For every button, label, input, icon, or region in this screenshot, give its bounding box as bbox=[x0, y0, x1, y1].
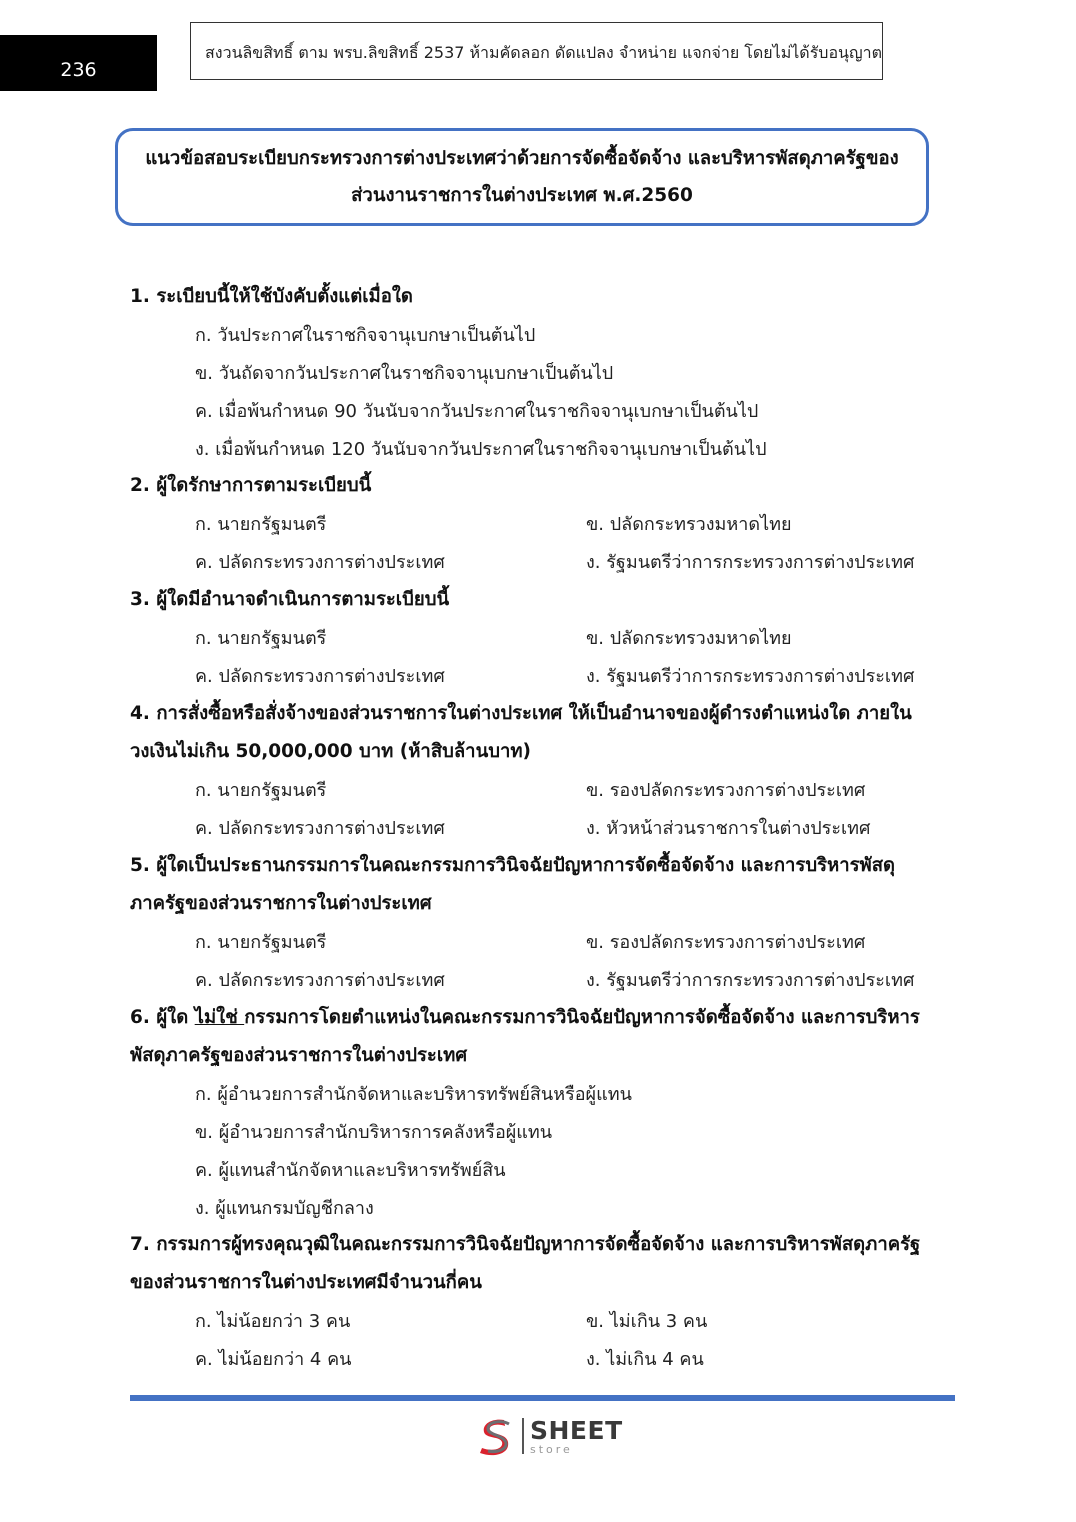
question-6 bbox=[130, 1003, 920, 1032]
q1-option-c: ค. เมื่อพ้นกำหนด 90 วันนับจากวันประกาศในราชกิจจานุเบกษาเป็นต้นไป bbox=[195, 401, 759, 422]
question-6-rest: กรรมการโดยตำแหน่งในคณะกรรมการวินิจฉัยปัญหาการจัดซื้อจัดจ้าง และการบริหาร bbox=[244, 1007, 920, 1028]
q5-option-a: ก. นายกรัฐมนตรี bbox=[195, 932, 327, 953]
q1-option-d: ง. เมื่อพ้นกำหนด 120 วันนับจากวันประกาศในราชกิจจานุเบกษาเป็นต้นไป bbox=[195, 439, 767, 460]
logo-sub-text: store bbox=[530, 1442, 573, 1456]
q6-option-b: ข. ผู้อำนวยการสำนักบริหารการคลังหรือผู้แทน bbox=[195, 1122, 553, 1143]
page-title bbox=[115, 128, 929, 226]
footer-divider bbox=[130, 1395, 955, 1401]
q2-option-d: ง. รัฐมนตรีว่าการกระทรวงการต่างประเทศ bbox=[586, 552, 915, 573]
question-7: 7. กรรมการผู้ทรงคุณวุฒิในคณะกรรมการวินิจฉัยปัญหาการจัดซื้อจัดจ้าง และการบริหารพัสดุภาครัฐ bbox=[130, 1234, 921, 1255]
question-6-cont: พัสดุภาครัฐของส่วนราชการในต่างประเทศ bbox=[130, 1045, 468, 1066]
q2-option-c: ค. ปลัดกระทรวงการต่างประเทศ bbox=[195, 552, 445, 573]
q5-option-d: ง. รัฐมนตรีว่าการกระทรวงการต่างประเทศ bbox=[586, 970, 915, 991]
question-4-cont: วงเงินไม่เกิน 50,000,000 บาท (ห้าสิบล้านบาท) bbox=[130, 741, 532, 762]
q4-option-c: ค. ปลัดกระทรวงการต่างประเทศ bbox=[195, 818, 445, 839]
q5-option-b: ข. รองปลัดกระทรวงการต่างประเทศ bbox=[586, 932, 866, 953]
title-line-1: แนวข้อสอบระเบียบกระทรวงการต่างประเทศว่าด้วยการจัดซื้อจัดจ้าง และบริหารพัสดุภาครัฐของ bbox=[145, 148, 899, 169]
question-4: 4. การสั่งซื้อหรือสั่งจ้างของส่วนราชการในต่างประเทศ ให้เป็นอำนาจของผู้ดำรงตำแหน่งใด ภายใน bbox=[130, 703, 912, 724]
q2-option-a: ก. นายกรัฐมนตรี bbox=[195, 514, 327, 535]
question-3: 3. ผู้ใดมีอำนาจดำเนินการตามระเบียบนี้ bbox=[130, 589, 450, 610]
question-5: 5. ผู้ใดเป็นประธานกรรมการในคณะกรรมการวินิจฉัยปัญหาการจัดซื้อจัดจ้าง และการบริหารพัสดุ bbox=[130, 855, 896, 876]
question-2: 2. ผู้ใดรักษาการตามระเบียบนี้ bbox=[130, 475, 372, 496]
q6-option-d: ง. ผู้แทนกรมบัญชีกลาง bbox=[195, 1198, 374, 1219]
question-6-prefix: 6. ผู้ใด bbox=[130, 1007, 195, 1028]
logo-wordmark bbox=[530, 1415, 623, 1456]
q3-option-c: ค. ปลัดกระทรวงการต่างประเทศ bbox=[195, 666, 445, 687]
q6-option-c: ค. ผู้แทนสำนักจัดหาและบริหารทรัพย์สิน bbox=[195, 1160, 506, 1181]
q2-option-b: ข. ปลัดกระทรวงมหาดไทย bbox=[586, 514, 792, 535]
title-line-2: ส่วนงานราชการในต่างประเทศ พ.ศ.2560 bbox=[351, 185, 693, 206]
q7-option-a: ก. ไม่น้อยกว่า 3 คน bbox=[195, 1311, 351, 1332]
copyright-notice: สงวนลิขสิทธิ์ ตาม พรบ.ลิขสิทธิ์ 2537 ห้ามคัดลอก ดัดแปลง จำหน่าย แจกจ่าย โดยไม่ได้รับอนุญาต bbox=[190, 22, 883, 80]
q7-option-c: ค. ไม่น้อยกว่า 4 คน bbox=[195, 1349, 352, 1370]
q4-option-d: ง. หัวหน้าส่วนราชการในต่างประเทศ bbox=[586, 818, 871, 839]
q3-option-a: ก. นายกรัฐมนตรี bbox=[195, 628, 327, 649]
page-number: 236 bbox=[0, 35, 157, 91]
sheet-store-logo-icon bbox=[474, 1414, 518, 1458]
question-5-cont: ภาครัฐของส่วนราชการในต่างประเทศ bbox=[130, 893, 432, 914]
q3-option-d: ง. รัฐมนตรีว่าการกระทรวงการต่างประเทศ bbox=[586, 666, 915, 687]
question-6-emphasis: ไม่ใช่ bbox=[194, 1007, 245, 1028]
q5-option-c: ค. ปลัดกระทรวงการต่างประเทศ bbox=[195, 970, 445, 991]
question-7-cont: ของส่วนราชการในต่างประเทศมีจำนวนกี่คน bbox=[130, 1272, 482, 1293]
q3-option-b: ข. ปลัดกระทรวงมหาดไทย bbox=[586, 628, 792, 649]
q4-option-a: ก. นายกรัฐมนตรี bbox=[195, 780, 327, 801]
q4-option-b: ข. รองปลัดกระทรวงการต่างประเทศ bbox=[586, 780, 866, 801]
q7-option-d: ง. ไม่เกิน 4 คน bbox=[586, 1349, 704, 1370]
q6-option-a: ก. ผู้อำนวยการสำนักจัดหาและบริหารทรัพย์สินหรือผู้แทน bbox=[195, 1084, 632, 1105]
sheet-store-logo bbox=[474, 1413, 624, 1459]
logo-main-text: SHEET bbox=[530, 1415, 623, 1445]
q1-option-a: ก. วันประกาศในราชกิจจานุเบกษาเป็นต้นไป bbox=[195, 325, 536, 346]
question-1: 1. ระเบียบนี้ให้ใช้บังคับตั้งแต่เมื่อใด bbox=[130, 286, 413, 307]
q1-option-b: ข. วันถัดจากวันประกาศในราชกิจจานุเบกษาเป็นต้นไป bbox=[195, 363, 614, 384]
logo-separator bbox=[522, 1418, 524, 1454]
q7-option-b: ข. ไม่เกิน 3 คน bbox=[586, 1311, 708, 1332]
